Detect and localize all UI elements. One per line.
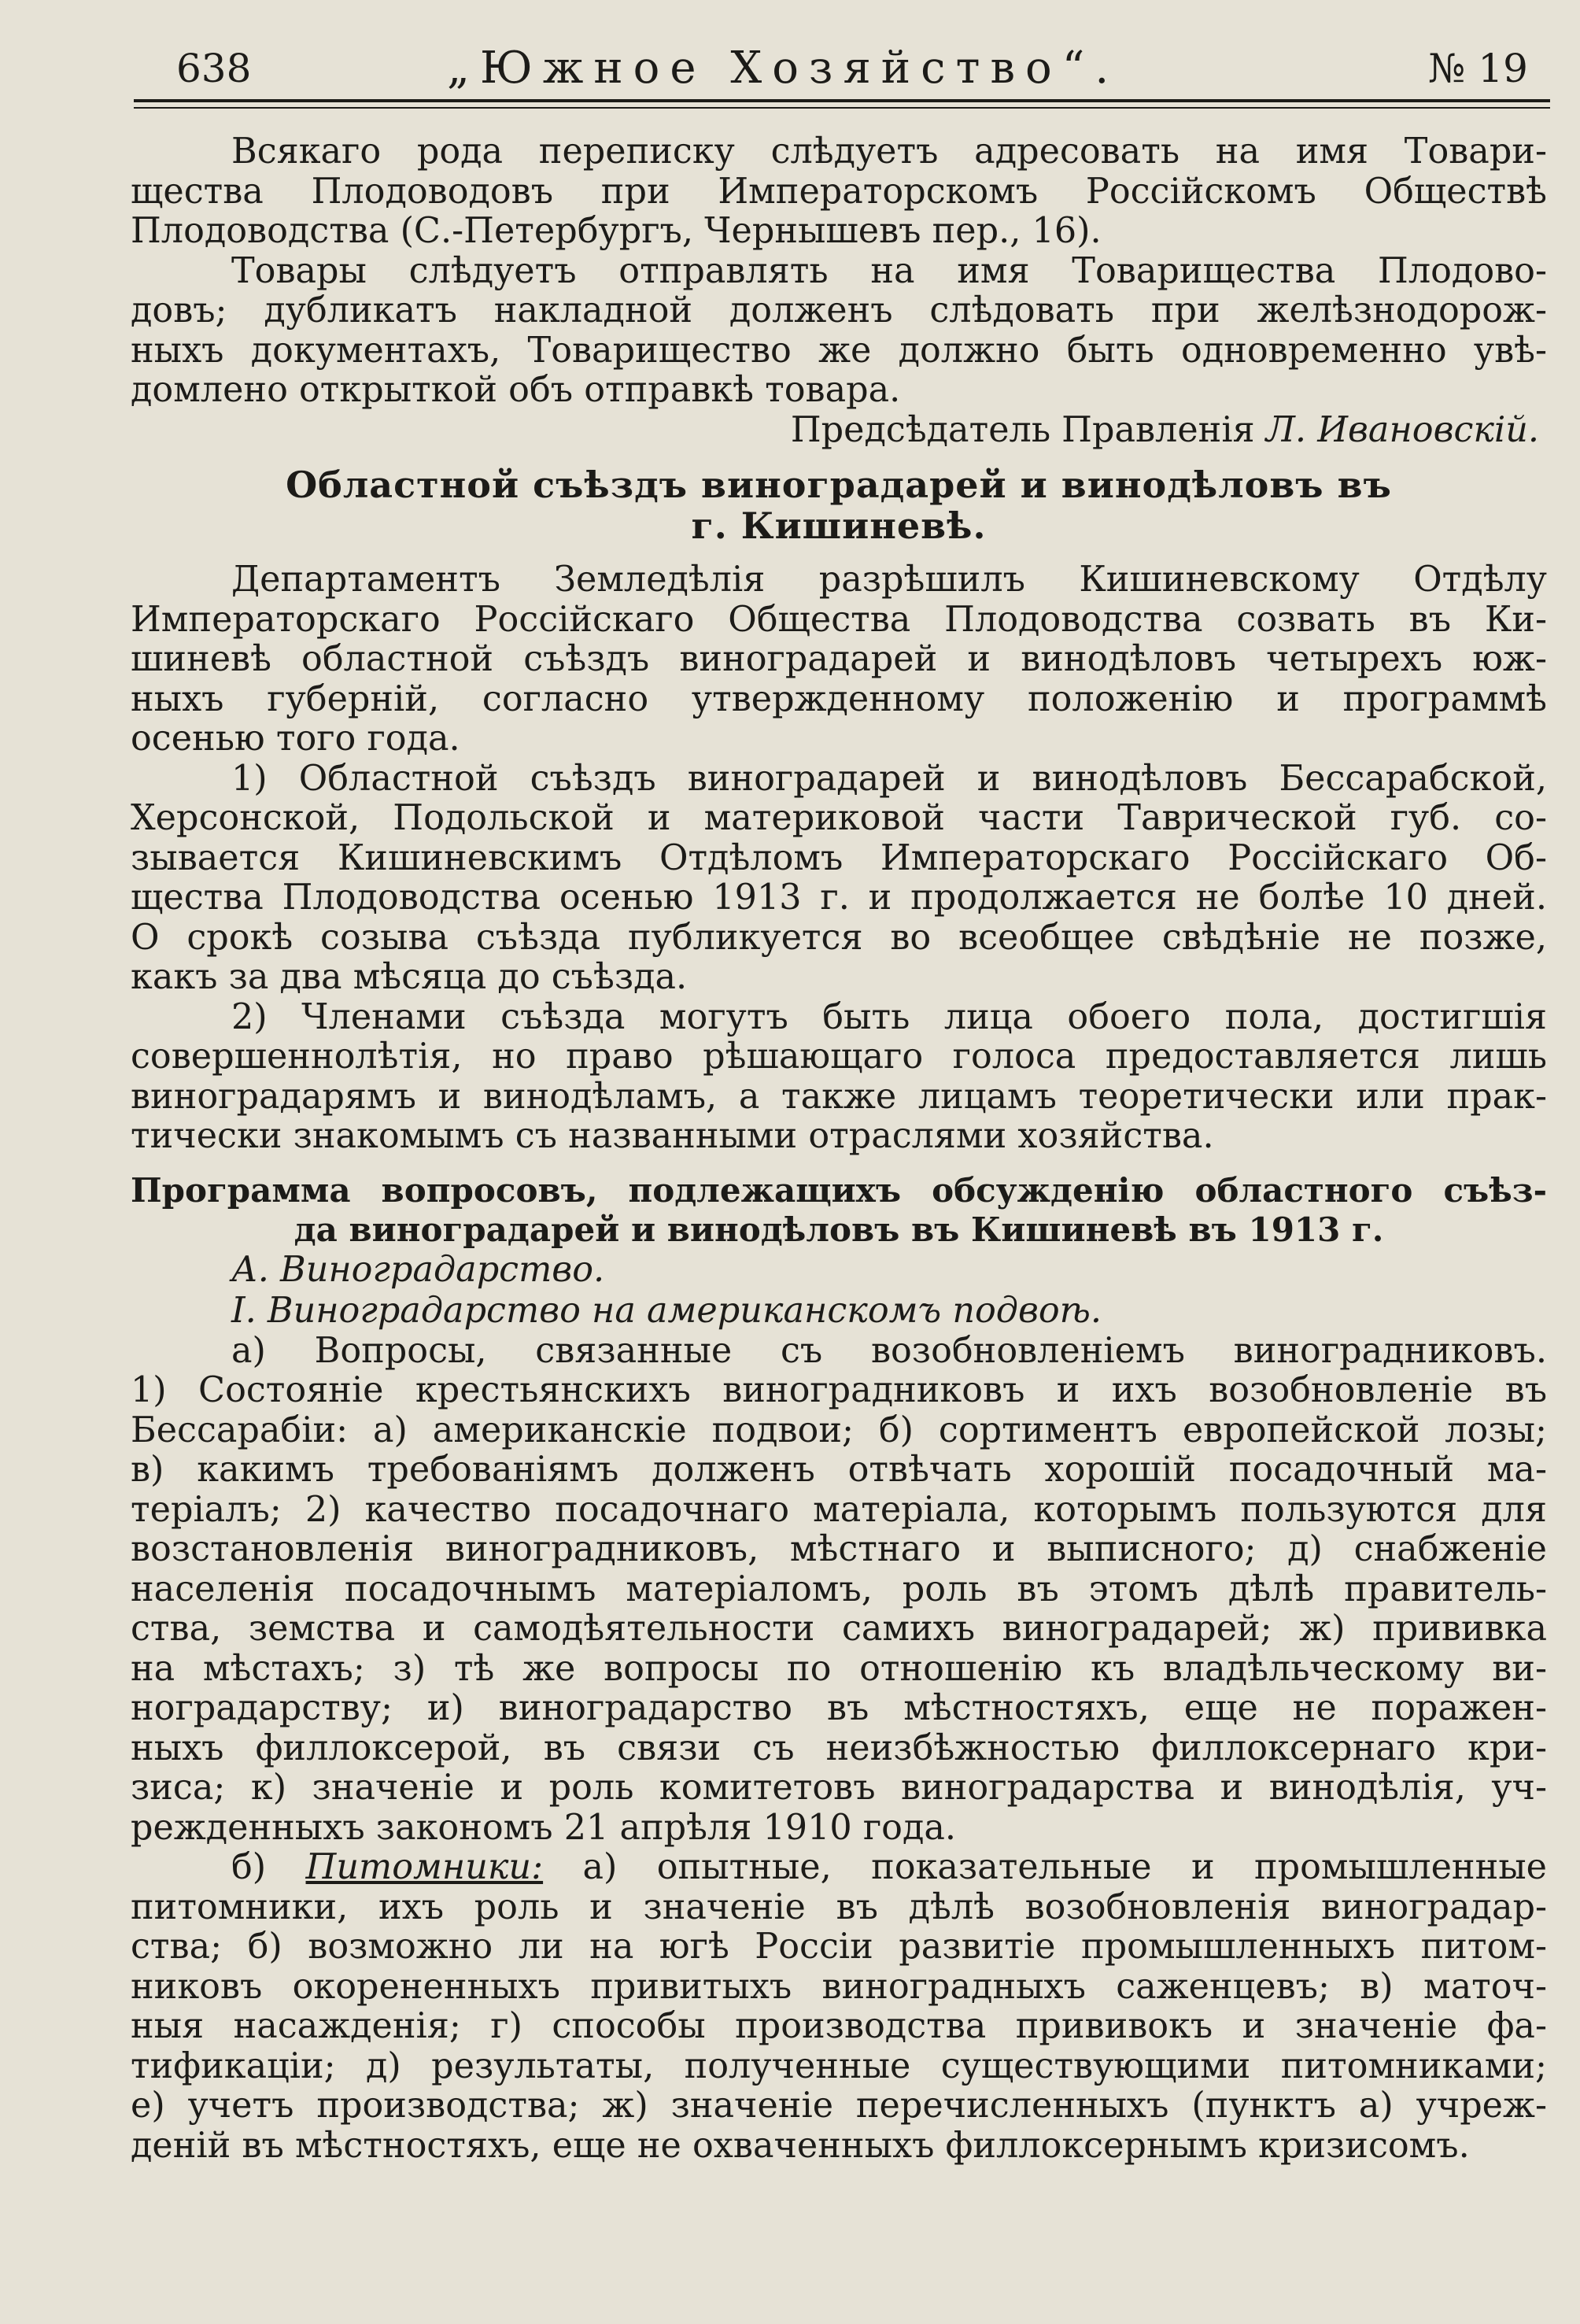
text-line: Всякаго рода переписку слѣдуетъ адресовать на имя Товари- [231, 131, 1547, 172]
text-line: Бессарабіи: а) американскіе подвои; б) сортиментъ европейской лозы; [131, 1410, 1547, 1450]
text-line: какъ за два мѣсяца до съѣзда. [131, 957, 688, 997]
text-line: щества Плодоводства осенью 1913 г. и продолжается не болѣе 10 дней. [131, 878, 1547, 918]
text-line: ныхъ документахъ, Товарищество же должно быть одновременно увѣ- [131, 330, 1547, 371]
page-body [131, 132, 1547, 2166]
heading-line: г. Кишиневѣ. [691, 504, 987, 547]
text-line: в) какимъ требованіямъ долженъ отвѣчать хорошій посадочный ма- [131, 1450, 1547, 1490]
program-heading [131, 1171, 1547, 1250]
text-line: деній въ мѣстностяхъ, еще не охваченныхъ филлоксернымъ кризисомъ. [131, 2125, 1470, 2166]
page-header [132, 42, 1549, 105]
paragraph-nurseries [131, 1848, 1547, 2166]
text-line: ства; б) возможно ли на югѣ Россіи развитіе промышленныхъ питом- [131, 1927, 1547, 1967]
text-line: Херсонской, Подольской и материковой части Таврической губ. со- [131, 798, 1547, 838]
article-heading [131, 464, 1547, 546]
item-text: а) опытные, показательные и промышленные [543, 1847, 1547, 1887]
header-rule-thick [134, 99, 1550, 102]
paragraph-correspondence [131, 132, 1547, 252]
text-line: 1) Областной съѣздъ виноградарей и винодѣловъ Бессарабской, [231, 758, 1547, 799]
text-line: виноградарямъ и винодѣламъ, а также лицамъ теоретически или прак- [131, 1076, 1547, 1117]
text-line: зиса; к) значеніе и роль комитетовъ виноградарства и винодѣлія, уч- [131, 1768, 1547, 1808]
text-line: теріалъ; 2) качество посадочнаго матеріала, которымъ пользуются для [131, 1489, 1547, 1530]
text-line: О срокѣ созыва съѣзда публикуется во всеобщее свѣдѣніе не позже, [131, 917, 1547, 958]
text-line: Императорскаго Россійскаго Общества Плодоводства созвать въ Ки- [131, 599, 1547, 640]
issue-number: № 19 [1428, 46, 1528, 91]
heading-line: Областной съѣздъ виноградарей и винодѣловъ въ [286, 464, 1392, 506]
paragraph-renewal-questions [131, 1332, 1547, 1849]
signature-role: Предсѣдатель Правленія [790, 409, 1255, 450]
text-line: ства, земства и самодѣятельности самихъ виноградарей; ж) прививка [131, 1609, 1547, 1649]
section-i-heading: I. Виноградарство на американскомъ подвоѣ. [231, 1290, 1102, 1331]
signature-line [131, 411, 1547, 451]
text-line: щества Плодоводовъ при Императорскомъ Россійскомъ Обществѣ [131, 171, 1547, 212]
text-line: возстановленія виноградниковъ, мѣстнаго и выписного; д) снабженіе [131, 1529, 1547, 1569]
text-line: никовъ окорененныхъ привитыхъ виноградныхъ саженцевъ; в) маточ- [131, 1966, 1547, 2007]
page-number: 638 [176, 46, 252, 91]
text-line: зывается Кишиневскимъ Отдѣломъ Императорскаго Россійскаго Об- [131, 837, 1547, 878]
text-line: населенія посадочнымъ матеріаломъ, роль въ этомъ дѣлѣ правитель- [131, 1568, 1547, 1609]
text-line: ноградарству; и) виноградарство въ мѣстностяхъ, еще не поражен- [131, 1688, 1547, 1728]
nurseries-term: Питомники: [305, 1847, 544, 1887]
text-line: 2) Членами съѣзда могутъ быть лица обоего пола, достигшія [231, 996, 1547, 1037]
text-line: шиневѣ областной съѣздъ виноградарей и винодѣловъ четырехъ юж- [131, 639, 1547, 679]
text-line: питомники, ихъ роль и значеніе въ дѣлѣ возобновленія виноградар- [131, 1886, 1547, 1927]
text-line: ныя насажденія; г) способы производства прививокъ и значеніе фа- [131, 2006, 1547, 2046]
text-line: Товары слѣдуетъ отправлять на имя Товарищества Плодово- [231, 250, 1547, 291]
journal-title: „Южное Хозяйство“. [447, 42, 1120, 94]
text-line: домлено открыткой объ отправкѣ товара. [131, 370, 901, 410]
text-line: а) Вопросы, связанные съ возобновленіемъ виноградниковъ. [231, 1330, 1547, 1371]
text-line: совершеннолѣтія, но право рѣшающаго голоса предоставляется лишь [131, 1036, 1547, 1077]
text-line: ныхъ губерній, согласно утвержденному положенію и программѣ [131, 678, 1547, 719]
heading-line: да виноградарей и винодѣловъ въ Кишиневѣ въ 1913 г. [293, 1210, 1384, 1249]
text-line: тически знакомымъ съ названными отраслями хозяйства. [131, 1116, 1214, 1156]
header-rule-thin [134, 107, 1550, 109]
text-line: довъ; дубликатъ накладной долженъ слѣдовать при желѣзнодорож- [131, 290, 1547, 331]
text-line: осенью того года. [131, 719, 460, 759]
paragraph-point-2 [131, 998, 1547, 1157]
text-line: е) учетъ производства; ж) значеніе перечисленныхъ (пунктъ а) учреж- [131, 2086, 1547, 2126]
item-label: б) [231, 1847, 306, 1887]
paragraph-goods [131, 252, 1547, 411]
signature-name: Л. Ивановскій. [1265, 409, 1539, 450]
paragraph-department [131, 560, 1547, 759]
text-line: на мѣстахъ; з) тѣ же вопросы по отношенію къ владѣльческому ви- [131, 1648, 1547, 1689]
text-line: Плодоводства (С.-Петербургъ, Чернышевъ пер., 16). [131, 211, 1102, 251]
heading-line: Программа вопросовъ, подлежащихъ обсужденію областного съѣз- [131, 1170, 1547, 1210]
paragraph-point-1 [131, 759, 1547, 998]
text-line [131, 1848, 1547, 1888]
text-line: тификаціи; д) результаты, полученные существующими питомниками; [131, 2045, 1547, 2086]
text-line: Департаментъ Земледѣлія разрѣшилъ Кишиневскому Отдѣлу [231, 560, 1547, 600]
section-a-heading: А. Виноградарство. [231, 1249, 605, 1290]
text-line: режденныхъ закономъ 21 апрѣля 1910 года. [131, 1807, 957, 1848]
text-line: 1) Состояніе крестьянскихъ виноградниковъ и ихъ возобновленіе въ [131, 1370, 1547, 1410]
text-line: ныхъ филлоксерой, въ связи съ неизбѣжностью филлоксернаго кри- [131, 1727, 1547, 1768]
